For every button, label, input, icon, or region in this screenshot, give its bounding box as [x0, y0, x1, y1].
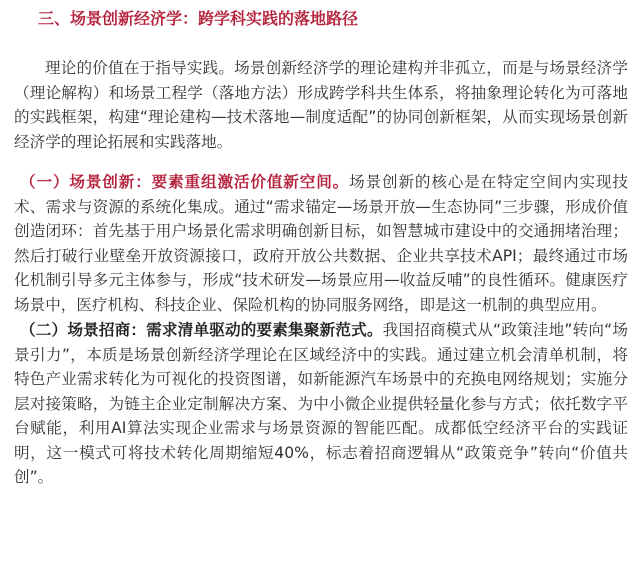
subsection-body: 我国招商模式从“政策洼地”转向“场景引力”，本质是场景创新经济学理论在区域经济中的实践。通过建立机会清单机制，将特色产业需求转化为可视化的投资图谱，如新能源汽车场景中的充换电网络规划；实施分层对接策略，为链主企业定制解决方案、为中小微企业提供轻量化参与方式；依托数字平台赋能，利用AI算法实现企业需求与场景资源的智能匹配。成都低空经济平台的实践证明，这一模式可将技术转化周期缩短40%，标志着招商逻辑从“政策竞争”转向“价值共创”。	[14, 321, 628, 486]
subsection-scene-innovation	[14, 170, 628, 317]
section-title: 三、场景创新经济学：跨学科实践的落地路径	[38, 9, 359, 28]
article	[14, 6, 628, 490]
subsection-number: （一）	[20, 173, 70, 191]
intro-paragraph: 理论的价值在于指导实践。场景创新经济学的理论建构并非孤立，而是与场景经济学（理论解构）和场景工程学（落地方法）形成跨学科共生体系，将抽象理论转化为可落地的实践框架，构建“理论建构—技术落地—制度适配”的协同创新框架，从而实现场景创新经济学的理论拓展和实践落地。	[14, 59, 628, 151]
subsection-heading: 场景创新：要素重组激活价值新空间。	[69, 173, 350, 191]
subsection-heading: 场景招商：需求清单驱动的要素集聚新范式。	[67, 321, 383, 339]
subsection-body: 场景创新的核心是在特定空间内实现技术、需求与资源的系统化集成。通过“需求锚定—场景开放—生态协同”三步骤，形成价值创造闭环：首先基于用户场景化需求明确创新目标，如智慧城市建设中的交通拥堵治理；然后打破行业壁垒开放资源接口，政府开放公共数据、企业共享技术API；最终通过市场化机制引导多元主体参与，形成“技术研发—场景应用—收益反哺”的良性循环。健康医疗场景中，医疗机构、科技企业、保险机构的协同服务网络，即是这一机制的典型应用。	[14, 173, 628, 314]
subsection-number: （二）	[20, 321, 68, 339]
subsection-scene-investment	[14, 318, 628, 490]
